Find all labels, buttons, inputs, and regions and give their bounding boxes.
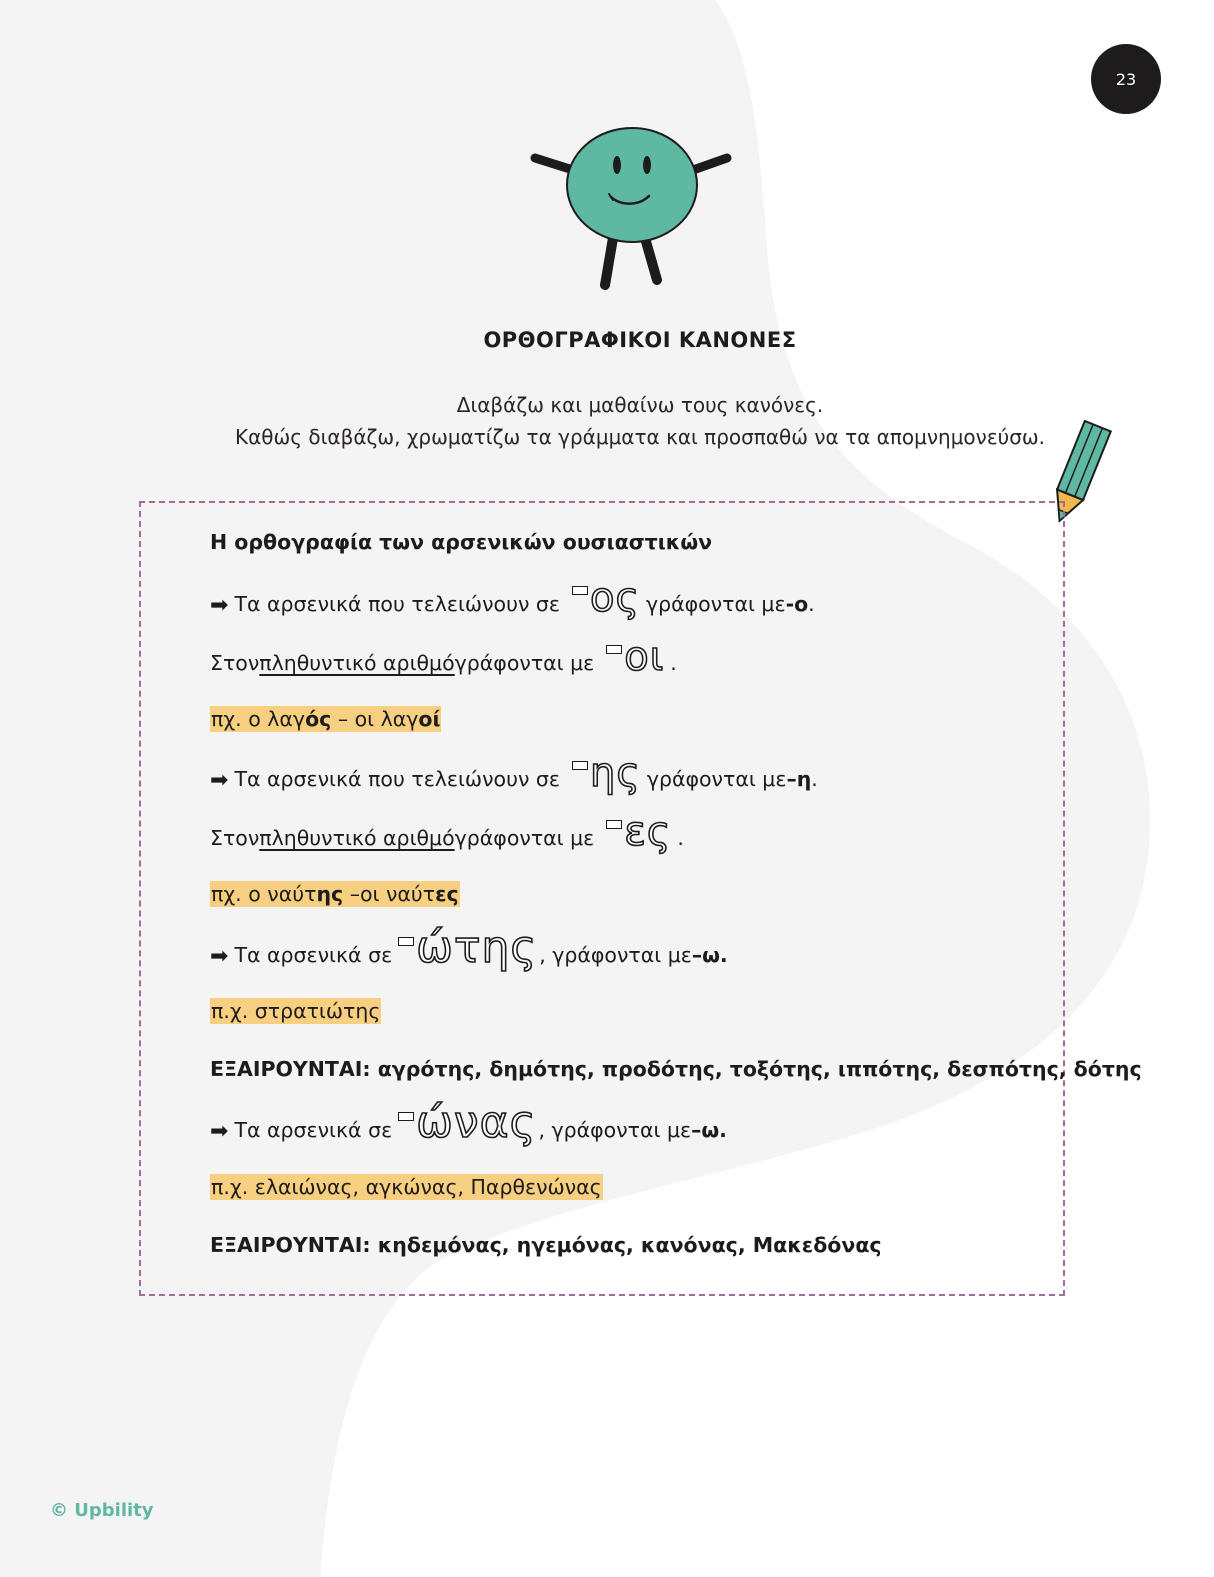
rule-letter: -ο xyxy=(785,592,809,616)
example-lagos xyxy=(210,706,441,732)
exceptions-onas: ΕΞΑΙΡΟΥΝΤΑΙ: κηδεμόνας, ηγεμόνας, κανόνας, Μακεδόνας xyxy=(210,1233,882,1257)
example-naftis xyxy=(210,881,460,907)
outlined-ending: οι xyxy=(606,637,664,677)
box-heading: Η ορθογραφία των αρσενικών ουσιαστικών xyxy=(210,530,713,554)
rule-os: ➡ Τα αρσενικά που τελειώνουν σε ος γράφονται με -ο . xyxy=(210,575,815,621)
intro-line-1: Διαβάζω και μαθαίνω τους κανόνες. xyxy=(456,393,824,417)
outlined-ending: ης xyxy=(572,753,641,793)
rule-text: Τα αρσενικά που τελειώνουν σε xyxy=(234,592,560,616)
smiling-ball-mascot-icon xyxy=(525,120,745,300)
rule-letter: –ω. xyxy=(691,1118,727,1142)
rule-is: ➡ Τα αρσενικά που τελειώνουν σε ης γράφονται με –η . xyxy=(210,750,818,796)
outlined-ending: ώτης xyxy=(398,928,537,968)
outlined-ending: ος xyxy=(572,578,640,618)
outlined-ending: ώνας xyxy=(398,1103,536,1143)
highlighted-example: πχ. ο λαγός – οι λαγοί xyxy=(211,707,441,731)
highlighted-example: π.χ. ελαιώνας, αγκώνας, Παρθενώνας xyxy=(211,1175,602,1199)
outlined-ending: ες xyxy=(606,812,671,852)
rule-text: γράφονται με xyxy=(645,592,786,616)
arrow-right-icon: ➡ xyxy=(210,944,229,969)
page-number: 23 xyxy=(1091,44,1161,114)
arrow-right-icon: ➡ xyxy=(210,768,229,793)
brand-logo: © Upbility xyxy=(50,1500,154,1521)
exceptions-otis: ΕΞΑΙΡΟΥΝΤΑΙ: αγρότης, δημότης, προδότης, τοξότης, ιππότης, δεσπότης, δότης xyxy=(210,1057,1142,1081)
plural-es: Στον πληθυντικό αριθμό γράφονται με ες . xyxy=(210,809,684,855)
underlined-term: πληθυντικό αριθμό xyxy=(259,651,455,675)
example-stratiotis xyxy=(210,998,381,1024)
plural-oi: Στον πληθυντικό αριθμό γράφονται με οι . xyxy=(210,634,677,680)
page-title: ΟΡΘΟΓΡΑΦΙΚΟΙ ΚΑΝΟΝΕΣ xyxy=(483,328,797,352)
intro-line-2: Καθώς διαβάζω, χρωματίζω τα γράμματα και προσπαθώ να τα απομνημονεύσω. xyxy=(235,425,1045,449)
rule-onas: ➡ Τα αρσενικά σε ώνας , γράφονται με –ω. xyxy=(210,1097,727,1148)
example-onas xyxy=(210,1174,603,1200)
highlighted-example: πχ. ο ναύτης –οι ναύτες xyxy=(211,882,459,906)
rule-letter: –η xyxy=(786,767,812,791)
highlighted-example: π.χ. στρατιώτης xyxy=(211,999,381,1023)
rule-letter: –ω. xyxy=(691,943,728,967)
arrow-right-icon: ➡ xyxy=(210,593,229,618)
arrow-right-icon: ➡ xyxy=(210,1119,229,1144)
underlined-term: πληθυντικό αριθμό xyxy=(259,826,455,850)
rule-otis: ➡ Τα αρσενικά σε ώτης , γράφονται με –ω. xyxy=(210,922,728,973)
